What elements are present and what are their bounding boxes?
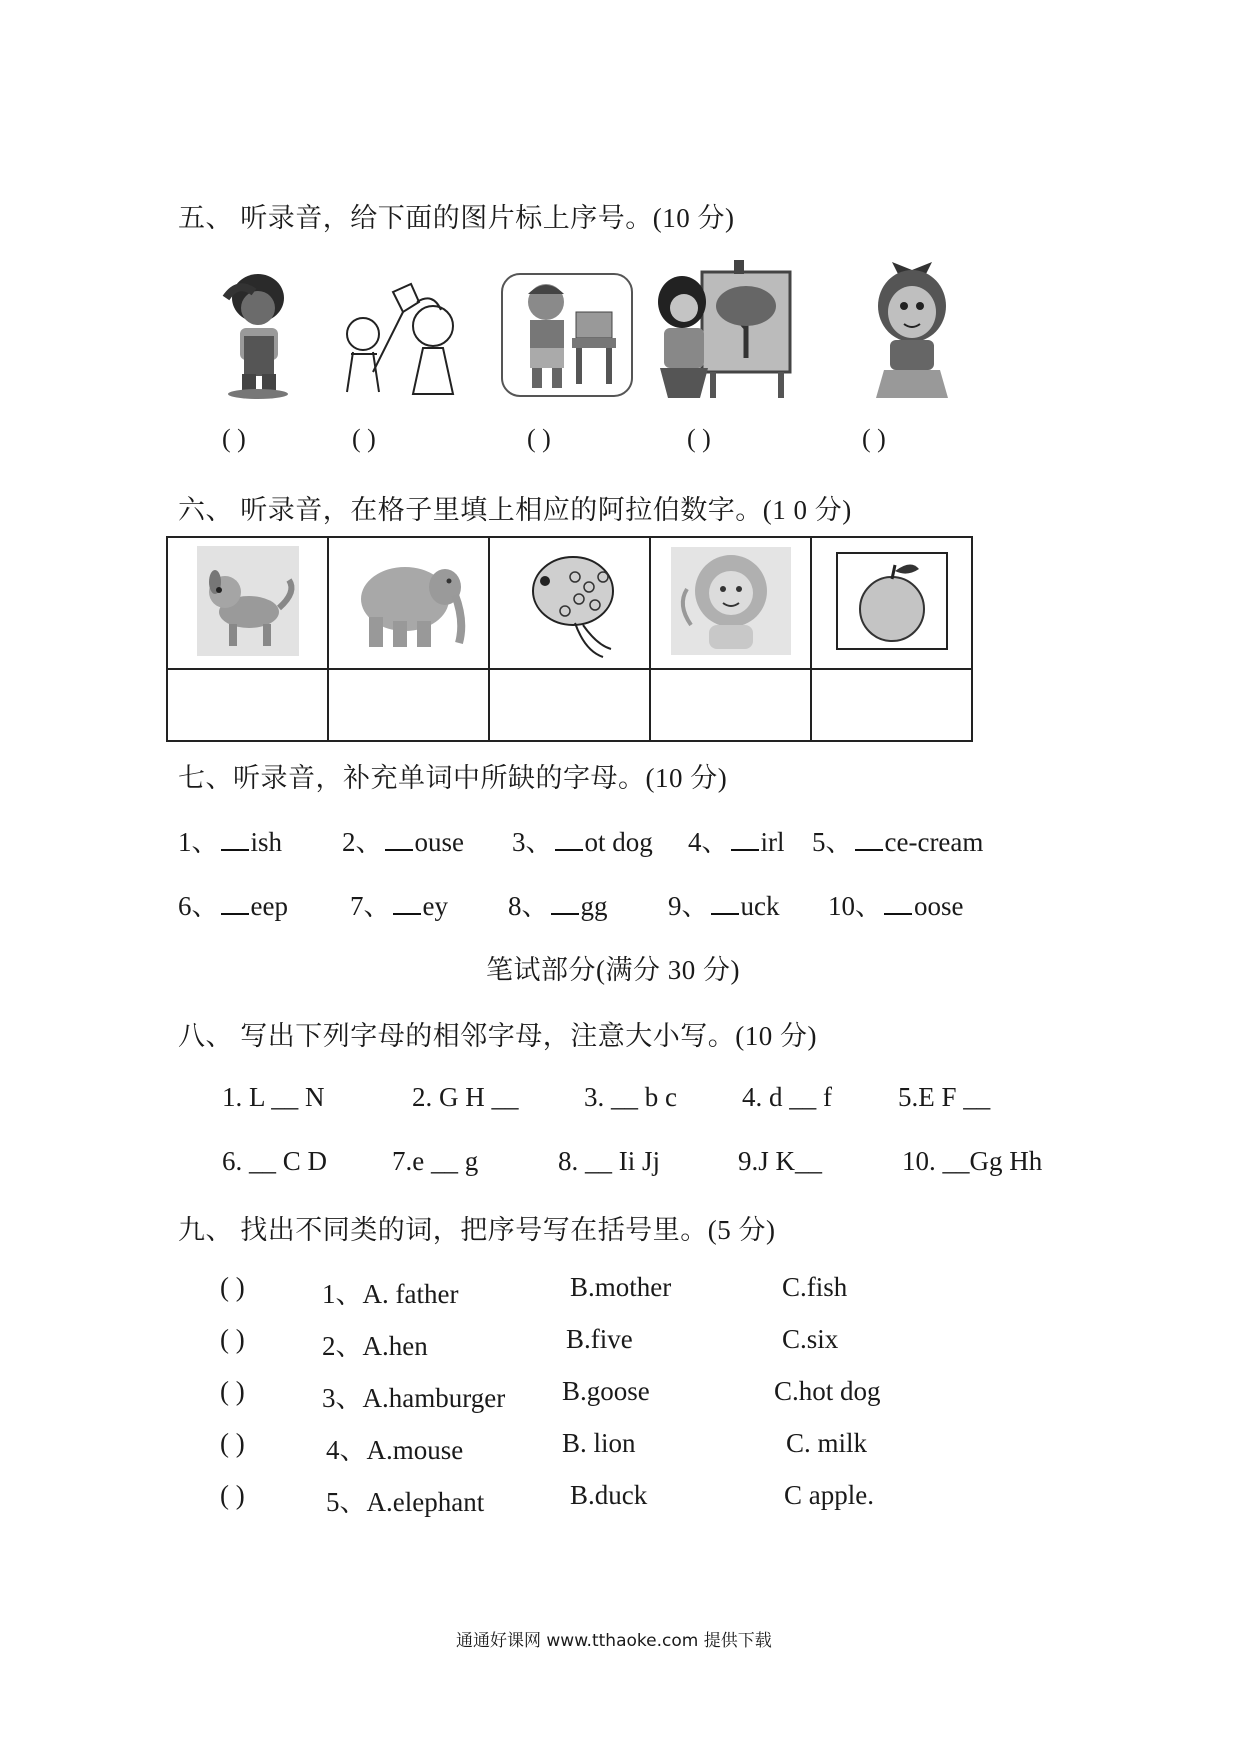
item-number: 1、 [178, 827, 219, 857]
section-8-item-6[interactable]: 6. __ C D [222, 1146, 328, 1176]
section-7-item-7 [350, 884, 448, 923]
answer-box-3[interactable] [489, 669, 650, 741]
question-option-c: C.six [782, 1324, 839, 1354]
answer-paren[interactable]: ( ) [220, 1376, 245, 1406]
section-7-item-6 [178, 884, 288, 923]
section-7-item-1 [178, 820, 282, 859]
question-option-b: B.goose [562, 1376, 650, 1406]
section-8-item-10[interactable]: 10. __Gg Hh [902, 1146, 1043, 1176]
answer-box-1[interactable] [167, 669, 328, 741]
question-option-b: B.five [566, 1324, 633, 1354]
item-number: 3、 [512, 827, 553, 857]
question-option-a: 1、A. father [322, 1279, 459, 1309]
word-ending: eep [250, 891, 288, 921]
item-number: 10、 [828, 891, 882, 921]
section-8-item-1[interactable]: 1. L __ N [222, 1082, 325, 1112]
section-7-item-8 [508, 884, 608, 923]
grid-cell-dog [167, 537, 328, 669]
section-8-item-2[interactable]: 2. G H __ [412, 1082, 519, 1112]
answer-paren[interactable]: ( ) [220, 1480, 245, 1510]
answer-paren[interactable]: ( ) [220, 1324, 245, 1354]
grid-cell-fish [489, 537, 650, 669]
answer-paren-1[interactable]: ( ) [222, 424, 246, 453]
word-ending: ot dog [584, 827, 653, 857]
apple-picture [835, 551, 949, 651]
section-7-item-5 [812, 820, 983, 859]
section-9-heading: 九、 找出不同类的词，把序号写在括号里。(5 分) [178, 1215, 776, 1245]
item-number: 5、 [812, 827, 853, 857]
boy-with-chair-picture [500, 272, 634, 398]
letter-blank[interactable] [551, 893, 579, 915]
question-option-a: 2、A.hen [322, 1331, 428, 1361]
section-6-grid [166, 536, 973, 742]
word-ending: gg [580, 891, 608, 921]
word-ending: ce-cream [884, 827, 984, 857]
answer-paren-4[interactable]: ( ) [687, 424, 711, 453]
word-ending: ouse [414, 827, 464, 857]
section-7-item-9 [668, 884, 779, 923]
kids-flying-kite-picture [333, 282, 473, 400]
item-number: 2、 [342, 827, 383, 857]
section-8-item-7[interactable]: 7.e __ g [392, 1146, 479, 1176]
question-option-a: 3、A.hamburger [322, 1383, 506, 1413]
question-option-a: 4、A.mouse [326, 1435, 464, 1465]
section-7-item-10 [828, 884, 964, 923]
letter-blank[interactable] [555, 829, 583, 851]
question-option-b: B. lion [562, 1428, 636, 1458]
word-ending: ish [250, 827, 283, 857]
letter-blank[interactable] [855, 829, 883, 851]
section-8-item-8[interactable]: 8. __ Ii Jj [558, 1146, 661, 1176]
question-option-c: C apple. [784, 1480, 874, 1510]
question-option-c: C.fish [782, 1272, 848, 1302]
answer-box-5[interactable] [811, 669, 972, 741]
letter-blank[interactable] [884, 893, 912, 915]
section-8-item-3[interactable]: 3. __ b c [584, 1082, 677, 1112]
item-number: 6、 [178, 891, 219, 921]
fish-picture [515, 541, 625, 661]
elephant-picture [349, 551, 469, 651]
letter-blank[interactable] [385, 829, 413, 851]
answer-box-2[interactable] [328, 669, 489, 741]
written-part-title: 笔试部分(满分 30 分) [486, 955, 740, 985]
section-8-item-4[interactable]: 4. d __ f [742, 1082, 832, 1112]
item-number: 8、 [508, 891, 549, 921]
dog-picture [193, 542, 303, 660]
page-footer: 通通好课网 www.tthaoke.com 提供下载 [456, 1631, 772, 1651]
section-5-heading: 五、 听录音，给下面的图片标上序号。(10 分) [178, 203, 735, 233]
question-option-a: 5、A.elephant [326, 1487, 485, 1517]
word-ending: oose [914, 891, 964, 921]
grid-cell-elephant [328, 537, 489, 669]
item-number: 9、 [668, 891, 709, 921]
answer-paren[interactable]: ( ) [220, 1428, 245, 1458]
section-8-heading: 八、 写出下列字母的相邻字母，注意大小写。(10 分) [178, 1021, 817, 1051]
letter-blank[interactable] [393, 893, 421, 915]
lion-picture [669, 545, 793, 657]
word-ending: uck [740, 891, 780, 921]
grid-cell-lion [650, 537, 811, 669]
girl-with-bow-picture [862, 248, 962, 400]
item-number: 4、 [688, 827, 729, 857]
question-option-c: C.hot dog [774, 1376, 881, 1406]
question-option-b: B.duck [570, 1480, 648, 1510]
letter-blank[interactable] [221, 829, 249, 851]
item-number: 7、 [350, 891, 391, 921]
answer-paren-5[interactable]: ( ) [862, 424, 886, 453]
section-7-item-2 [342, 820, 464, 859]
answer-paren-2[interactable]: ( ) [352, 424, 376, 453]
section-7-item-3 [512, 820, 653, 859]
section-7-heading: 七、听录音，补充单词中所缺的字母。(10 分) [178, 763, 728, 793]
letter-blank[interactable] [221, 893, 249, 915]
letter-blank[interactable] [711, 893, 739, 915]
boy-saluting-picture [218, 270, 296, 400]
girl-painting-picture [650, 258, 800, 400]
section-8-item-9[interactable]: 9.J K__ [738, 1146, 823, 1176]
answer-paren[interactable]: ( ) [220, 1272, 245, 1302]
word-ending: ey [422, 891, 448, 921]
grid-cell-apple [811, 537, 972, 669]
section-7-item-4 [688, 820, 785, 859]
letter-blank[interactable] [731, 829, 759, 851]
question-option-b: B.mother [570, 1272, 672, 1302]
answer-box-4[interactable] [650, 669, 811, 741]
section-8-item-5[interactable]: 5.E F __ [898, 1082, 991, 1112]
word-ending: irl [760, 827, 785, 857]
question-option-c: C. milk [786, 1428, 868, 1458]
answer-paren-3[interactable]: ( ) [527, 424, 551, 453]
section-6-heading: 六、 听录音，在格子里填上相应的阿拉伯数字。(1 0 分) [178, 495, 852, 525]
